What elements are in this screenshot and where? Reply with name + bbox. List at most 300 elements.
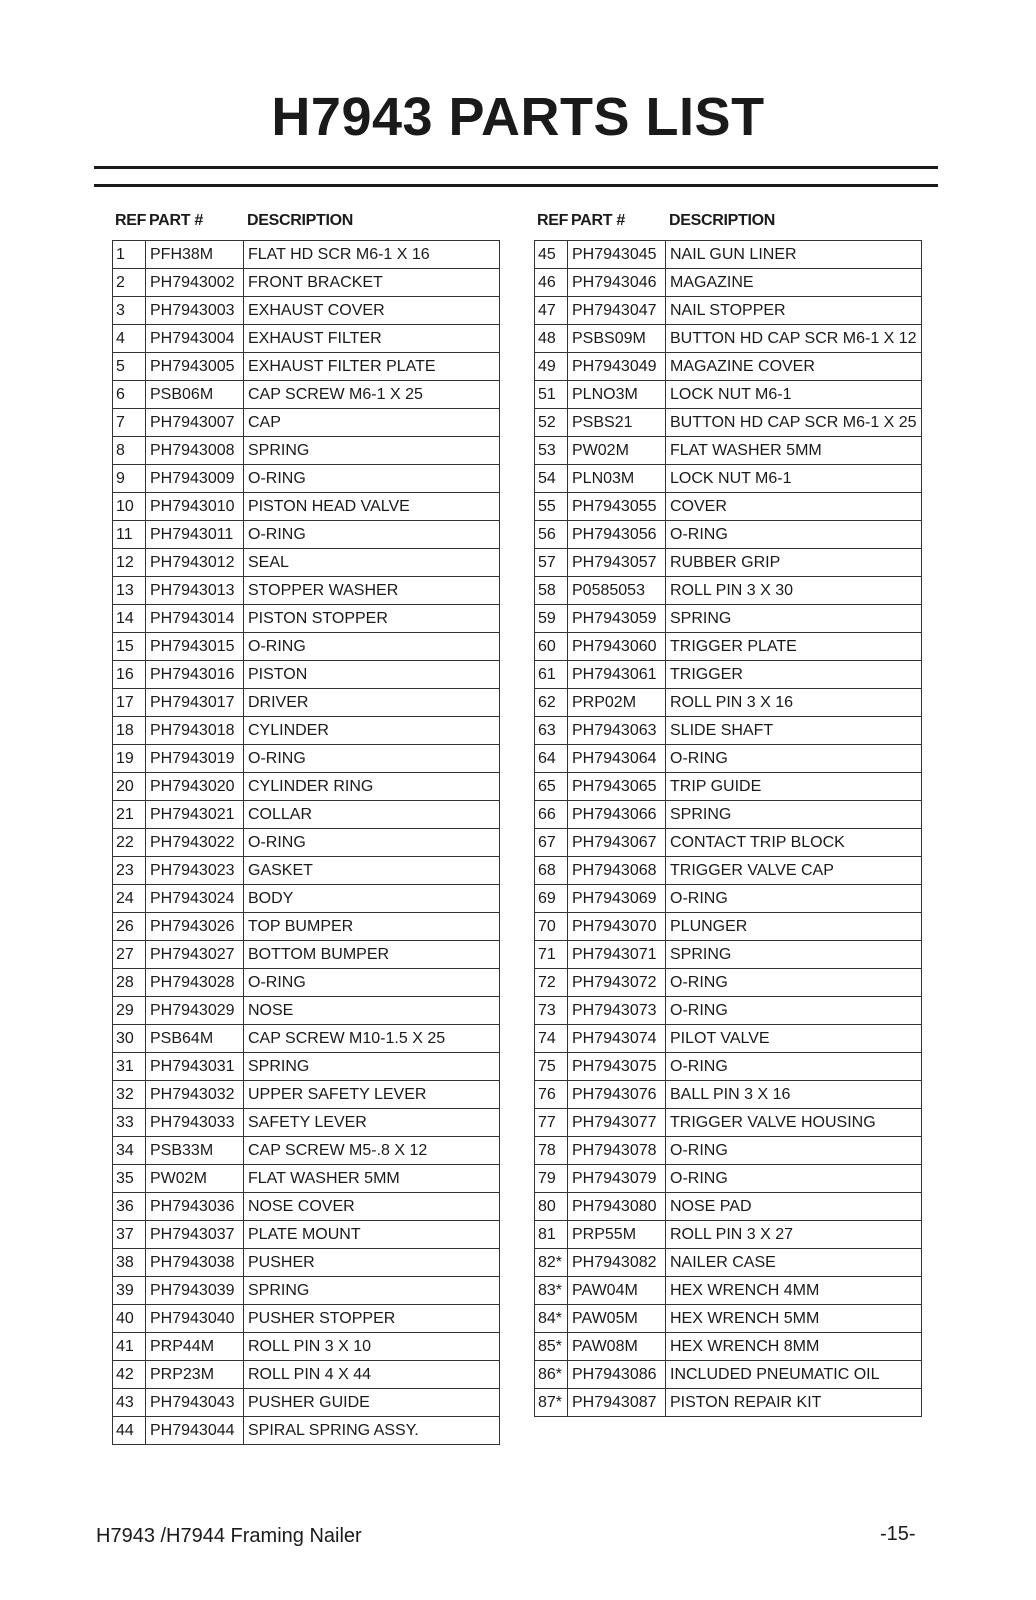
ref-cell: 19 <box>113 745 146 773</box>
table-row <box>535 773 922 801</box>
ref-cell: 8 <box>113 437 146 465</box>
table-row <box>113 913 500 941</box>
ref-cell: 58 <box>535 577 568 605</box>
part-number-cell: PH7943040 <box>146 1305 244 1333</box>
description-cell: FLAT WASHER 5MM <box>666 437 922 465</box>
table-row <box>113 549 500 577</box>
ref-cell: 38 <box>113 1249 146 1277</box>
table-row <box>535 465 922 493</box>
table-row <box>535 325 922 353</box>
description-cell: NOSE PAD <box>666 1193 922 1221</box>
part-number-cell: PAW04M <box>568 1277 666 1305</box>
ref-cell: 1 <box>113 241 146 269</box>
description-cell: HEX WRENCH 8MM <box>666 1333 922 1361</box>
part-number-cell: PH7943087 <box>568 1389 666 1417</box>
ref-cell: 35 <box>113 1165 146 1193</box>
table-row <box>535 913 922 941</box>
part-number-cell: PH7943075 <box>568 1053 666 1081</box>
footer-product-name: H7943 /H7944 Framing Nailer <box>96 1525 362 1547</box>
ref-cell: 85* <box>535 1333 568 1361</box>
table-row <box>535 633 922 661</box>
table-row <box>535 493 922 521</box>
part-number-cell: PH7943036 <box>146 1193 244 1221</box>
description-cell: PLATE MOUNT <box>244 1221 500 1249</box>
ref-cell: 34 <box>113 1137 146 1165</box>
description-cell: TRIP GUIDE <box>666 773 922 801</box>
description-cell: SPRING <box>244 1053 500 1081</box>
ref-cell: 72 <box>535 969 568 997</box>
description-cell: ROLL PIN 4 X 44 <box>244 1361 500 1389</box>
part-number-cell: PH7943031 <box>146 1053 244 1081</box>
ref-cell: 4 <box>113 325 146 353</box>
description-cell: CYLINDER RING <box>244 773 500 801</box>
description-cell: O-RING <box>244 465 500 493</box>
table-row <box>535 857 922 885</box>
part-number-cell: PH7943024 <box>146 885 244 913</box>
description-cell: PISTON REPAIR KIT <box>666 1389 922 1417</box>
part-number-cell: PSBS21 <box>568 409 666 437</box>
table-row <box>113 857 500 885</box>
ref-cell: 86* <box>535 1361 568 1389</box>
part-number-cell: PH7943017 <box>146 689 244 717</box>
ref-cell: 23 <box>113 857 146 885</box>
ref-cell: 37 <box>113 1221 146 1249</box>
ref-cell: 70 <box>535 913 568 941</box>
ref-cell: 28 <box>113 969 146 997</box>
ref-cell: 68 <box>535 857 568 885</box>
part-number-cell: PH7943068 <box>568 857 666 885</box>
part-number-cell: PH7943077 <box>568 1109 666 1137</box>
table-row <box>535 1025 922 1053</box>
description-cell: RUBBER GRIP <box>666 549 922 577</box>
description-cell: HEX WRENCH 5MM <box>666 1305 922 1333</box>
part-number-cell: PH7943022 <box>146 829 244 857</box>
ref-cell: 22 <box>113 829 146 857</box>
ref-cell: 81 <box>535 1221 568 1249</box>
description-cell: PLUNGER <box>666 913 922 941</box>
column-header <box>112 206 500 236</box>
ref-cell: 39 <box>113 1277 146 1305</box>
footer-page-number: -15- <box>880 1523 916 1545</box>
table-row <box>535 353 922 381</box>
ref-cell: 54 <box>535 465 568 493</box>
part-number-cell: PH7943066 <box>568 801 666 829</box>
table-row <box>113 689 500 717</box>
description-cell: TRIGGER <box>666 661 922 689</box>
table-row <box>113 1109 500 1137</box>
description-cell: PISTON STOPPER <box>244 605 500 633</box>
part-number-cell: PH7943002 <box>146 269 244 297</box>
table-row <box>535 1277 922 1305</box>
part-number-cell: PH7943076 <box>568 1081 666 1109</box>
part-number-cell: PH7943021 <box>146 801 244 829</box>
ref-cell: 87* <box>535 1389 568 1417</box>
parts-column-right <box>534 206 922 1417</box>
ref-cell: 74 <box>535 1025 568 1053</box>
part-number-cell: PH7943013 <box>146 577 244 605</box>
ref-cell: 80 <box>535 1193 568 1221</box>
part-number-cell: PH7943023 <box>146 857 244 885</box>
description-cell: PISTON <box>244 661 500 689</box>
table-row <box>113 1053 500 1081</box>
ref-cell: 11 <box>113 521 146 549</box>
table-row <box>535 1053 922 1081</box>
table-row <box>535 969 922 997</box>
part-number-cell: PH7943065 <box>568 773 666 801</box>
ref-cell: 84* <box>535 1305 568 1333</box>
ref-cell: 15 <box>113 633 146 661</box>
part-number-cell: PH7943061 <box>568 661 666 689</box>
table-row <box>113 437 500 465</box>
table-row <box>113 1417 500 1445</box>
table-row <box>113 297 500 325</box>
title-rule-bottom <box>94 184 938 187</box>
ref-cell: 57 <box>535 549 568 577</box>
table-row <box>535 1109 922 1137</box>
table-row <box>113 633 500 661</box>
description-cell: SAFETY LEVER <box>244 1109 500 1137</box>
description-cell: O-RING <box>666 1165 922 1193</box>
ref-cell: 69 <box>535 885 568 913</box>
description-cell: MAGAZINE <box>666 269 922 297</box>
table-row <box>113 969 500 997</box>
description-cell: SPRING <box>666 605 922 633</box>
part-number-cell: PSB64M <box>146 1025 244 1053</box>
part-number-cell: PH7943059 <box>568 605 666 633</box>
part-number-cell: PH7943003 <box>146 297 244 325</box>
table-row <box>113 1193 500 1221</box>
description-cell: CAP <box>244 409 500 437</box>
table-row <box>113 325 500 353</box>
table-row <box>535 689 922 717</box>
ref-cell: 30 <box>113 1025 146 1053</box>
description-cell: SPIRAL SPRING ASSY. <box>244 1417 500 1445</box>
part-number-cell: PAW08M <box>568 1333 666 1361</box>
description-cell: TRIGGER VALVE CAP <box>666 857 922 885</box>
table-row <box>535 549 922 577</box>
table-row <box>535 717 922 745</box>
page-title: H7943 PARTS LIST <box>271 87 765 147</box>
part-number-cell: PH7943047 <box>568 297 666 325</box>
description-cell: EXHAUST FILTER PLATE <box>244 353 500 381</box>
table-row <box>535 1221 922 1249</box>
description-cell: O-RING <box>244 969 500 997</box>
part-number-cell: PH7943014 <box>146 605 244 633</box>
description-cell: TRIGGER PLATE <box>666 633 922 661</box>
ref-cell: 10 <box>113 493 146 521</box>
description-cell: TRIGGER VALVE HOUSING <box>666 1109 922 1137</box>
table-row <box>535 829 922 857</box>
description-cell: SEAL <box>244 549 500 577</box>
parts-table-left <box>112 240 500 1445</box>
table-row <box>113 661 500 689</box>
part-number-cell: PH7943045 <box>568 241 666 269</box>
header-ref: REF <box>115 212 147 229</box>
ref-cell: 64 <box>535 745 568 773</box>
part-number-cell: PH7943060 <box>568 633 666 661</box>
table-row <box>113 745 500 773</box>
part-number-cell: PH7943063 <box>568 717 666 745</box>
part-number-cell: PLNO3M <box>568 381 666 409</box>
part-number-cell: PH7943049 <box>568 353 666 381</box>
ref-cell: 14 <box>113 605 146 633</box>
table-row <box>113 1137 500 1165</box>
description-cell: BUTTON HD CAP SCR M6-1 X 25 <box>666 409 922 437</box>
description-cell: TOP BUMPER <box>244 913 500 941</box>
table-row <box>113 997 500 1025</box>
description-cell: LOCK NUT M6-1 <box>666 381 922 409</box>
description-cell: BALL PIN 3 X 16 <box>666 1081 922 1109</box>
parts-column-left <box>112 206 500 1445</box>
header-description: DESCRIPTION <box>247 212 354 229</box>
description-cell: PISTON HEAD VALVE <box>244 493 500 521</box>
ref-cell: 60 <box>535 633 568 661</box>
ref-cell: 20 <box>113 773 146 801</box>
table-row <box>113 801 500 829</box>
table-row <box>113 941 500 969</box>
description-cell: O-RING <box>244 745 500 773</box>
table-row <box>113 1165 500 1193</box>
part-number-cell: PH7943015 <box>146 633 244 661</box>
table-row <box>113 1361 500 1389</box>
description-cell: CAP SCREW M5-.8 X 12 <box>244 1137 500 1165</box>
description-cell: UPPER SAFETY LEVER <box>244 1081 500 1109</box>
description-cell: PUSHER <box>244 1249 500 1277</box>
part-number-cell: PRP55M <box>568 1221 666 1249</box>
ref-cell: 83* <box>535 1277 568 1305</box>
part-number-cell: PW02M <box>568 437 666 465</box>
ref-cell: 55 <box>535 493 568 521</box>
description-cell: NOSE COVER <box>244 1193 500 1221</box>
ref-cell: 31 <box>113 1053 146 1081</box>
part-number-cell: PLN03M <box>568 465 666 493</box>
table-row <box>113 829 500 857</box>
table-row <box>535 521 922 549</box>
description-cell: O-RING <box>666 1137 922 1165</box>
ref-cell: 43 <box>113 1389 146 1417</box>
description-cell: PUSHER STOPPER <box>244 1305 500 1333</box>
table-row <box>535 1193 922 1221</box>
description-cell: FLAT WASHER 5MM <box>244 1165 500 1193</box>
part-number-cell: PH7943086 <box>568 1361 666 1389</box>
description-cell: O-RING <box>244 633 500 661</box>
part-number-cell: PRP23M <box>146 1361 244 1389</box>
table-row <box>113 465 500 493</box>
header-part-number: PART # <box>149 212 203 229</box>
description-cell: BUTTON HD CAP SCR M6-1 X 12 <box>666 325 922 353</box>
table-row <box>535 1389 922 1417</box>
ref-cell: 71 <box>535 941 568 969</box>
header-part-number: PART # <box>571 212 625 229</box>
table-row <box>113 1277 500 1305</box>
table-row <box>535 1361 922 1389</box>
ref-cell: 79 <box>535 1165 568 1193</box>
ref-cell: 42 <box>113 1361 146 1389</box>
description-cell: SPRING <box>244 1277 500 1305</box>
part-number-cell: PH7943016 <box>146 661 244 689</box>
table-row <box>535 997 922 1025</box>
part-number-cell: PSB06M <box>146 381 244 409</box>
table-row <box>113 381 500 409</box>
description-cell: PILOT VALVE <box>666 1025 922 1053</box>
table-row <box>113 1305 500 1333</box>
ref-cell: 3 <box>113 297 146 325</box>
description-cell: CONTACT TRIP BLOCK <box>666 829 922 857</box>
description-cell: ROLL PIN 3 X 16 <box>666 689 922 717</box>
part-number-cell: PH7943004 <box>146 325 244 353</box>
header-ref: REF <box>537 212 569 229</box>
ref-cell: 12 <box>113 549 146 577</box>
ref-cell: 65 <box>535 773 568 801</box>
table-row <box>113 493 500 521</box>
description-cell: CAP SCREW M10-1.5 X 25 <box>244 1025 500 1053</box>
ref-cell: 17 <box>113 689 146 717</box>
ref-cell: 51 <box>535 381 568 409</box>
ref-cell: 52 <box>535 409 568 437</box>
part-number-cell: PH7943010 <box>146 493 244 521</box>
title-rule-top <box>94 166 938 169</box>
ref-cell: 36 <box>113 1193 146 1221</box>
description-cell: O-RING <box>666 521 922 549</box>
parts-table-right <box>534 240 922 1417</box>
part-number-cell: PSB33M <box>146 1137 244 1165</box>
ref-cell: 5 <box>113 353 146 381</box>
ref-cell: 77 <box>535 1109 568 1137</box>
description-cell: NAILER CASE <box>666 1249 922 1277</box>
description-cell: COVER <box>666 493 922 521</box>
ref-cell: 45 <box>535 241 568 269</box>
table-row <box>535 381 922 409</box>
table-row <box>113 241 500 269</box>
table-row <box>535 1333 922 1361</box>
part-number-cell: PH7943005 <box>146 353 244 381</box>
part-number-cell: P0585053 <box>568 577 666 605</box>
part-number-cell: PH7943072 <box>568 969 666 997</box>
ref-cell: 49 <box>535 353 568 381</box>
ref-cell: 62 <box>535 689 568 717</box>
table-row <box>535 605 922 633</box>
part-number-cell: PH7943012 <box>146 549 244 577</box>
table-row <box>113 773 500 801</box>
table-row <box>113 1389 500 1417</box>
part-number-cell: PH7943067 <box>568 829 666 857</box>
ref-cell: 16 <box>113 661 146 689</box>
ref-cell: 56 <box>535 521 568 549</box>
header-description: DESCRIPTION <box>669 212 776 229</box>
table-row <box>113 885 500 913</box>
part-number-cell: PH7943057 <box>568 549 666 577</box>
ref-cell: 32 <box>113 1081 146 1109</box>
ref-cell: 66 <box>535 801 568 829</box>
table-row <box>535 1165 922 1193</box>
part-number-cell: PH7943056 <box>568 521 666 549</box>
part-number-cell: PH7943069 <box>568 885 666 913</box>
part-number-cell: PH7943064 <box>568 745 666 773</box>
description-cell: O-RING <box>666 969 922 997</box>
ref-cell: 6 <box>113 381 146 409</box>
part-number-cell: PRP02M <box>568 689 666 717</box>
table-row <box>535 885 922 913</box>
part-number-cell: PH7943029 <box>146 997 244 1025</box>
ref-cell: 26 <box>113 913 146 941</box>
ref-cell: 78 <box>535 1137 568 1165</box>
ref-cell: 40 <box>113 1305 146 1333</box>
description-cell: NAIL STOPPER <box>666 297 922 325</box>
part-number-cell: PSBS09M <box>568 325 666 353</box>
part-number-cell: PH7943026 <box>146 913 244 941</box>
description-cell: EXHAUST COVER <box>244 297 500 325</box>
table-row <box>113 1333 500 1361</box>
description-cell: BOTTOM BUMPER <box>244 941 500 969</box>
part-number-cell: PH7943011 <box>146 521 244 549</box>
part-number-cell: PH7943038 <box>146 1249 244 1277</box>
description-cell: FLAT HD SCR M6-1 X 16 <box>244 241 500 269</box>
description-cell: LOCK NUT M6-1 <box>666 465 922 493</box>
part-number-cell: PH7943070 <box>568 913 666 941</box>
table-row <box>535 1137 922 1165</box>
description-cell: CAP SCREW M6-1 X 25 <box>244 381 500 409</box>
ref-cell: 9 <box>113 465 146 493</box>
part-number-cell: PH7943008 <box>146 437 244 465</box>
ref-cell: 48 <box>535 325 568 353</box>
part-number-cell: PH7943082 <box>568 1249 666 1277</box>
ref-cell: 21 <box>113 801 146 829</box>
description-cell: O-RING <box>244 521 500 549</box>
ref-cell: 75 <box>535 1053 568 1081</box>
description-cell: O-RING <box>244 829 500 857</box>
table-row <box>535 1305 922 1333</box>
description-cell: NOSE <box>244 997 500 1025</box>
part-number-cell: PH7943028 <box>146 969 244 997</box>
table-row <box>535 577 922 605</box>
table-row <box>113 269 500 297</box>
description-cell: BODY <box>244 885 500 913</box>
part-number-cell: PH7943037 <box>146 1221 244 1249</box>
table-row <box>535 409 922 437</box>
description-cell: GASKET <box>244 857 500 885</box>
table-row <box>535 1249 922 1277</box>
description-cell: DRIVER <box>244 689 500 717</box>
ref-cell: 27 <box>113 941 146 969</box>
description-cell: CYLINDER <box>244 717 500 745</box>
description-cell: O-RING <box>666 1053 922 1081</box>
part-number-cell: PH7943033 <box>146 1109 244 1137</box>
table-row <box>113 409 500 437</box>
part-number-cell: PH7943018 <box>146 717 244 745</box>
description-cell: SPRING <box>666 941 922 969</box>
ref-cell: 7 <box>113 409 146 437</box>
part-number-cell: PH7943074 <box>568 1025 666 1053</box>
part-number-cell: PH7943009 <box>146 465 244 493</box>
ref-cell: 47 <box>535 297 568 325</box>
ref-cell: 73 <box>535 997 568 1025</box>
part-number-cell: PH7943055 <box>568 493 666 521</box>
description-cell: HEX WRENCH 4MM <box>666 1277 922 1305</box>
part-number-cell: PH7943046 <box>568 269 666 297</box>
ref-cell: 13 <box>113 577 146 605</box>
description-cell: STOPPER WASHER <box>244 577 500 605</box>
description-cell: FRONT BRACKET <box>244 269 500 297</box>
table-row <box>535 941 922 969</box>
column-header <box>534 206 922 236</box>
part-number-cell: PH7943043 <box>146 1389 244 1417</box>
part-number-cell: PH7943027 <box>146 941 244 969</box>
table-row <box>535 1081 922 1109</box>
part-number-cell: PH7943071 <box>568 941 666 969</box>
description-cell: SPRING <box>244 437 500 465</box>
ref-cell: 59 <box>535 605 568 633</box>
table-row <box>113 1025 500 1053</box>
